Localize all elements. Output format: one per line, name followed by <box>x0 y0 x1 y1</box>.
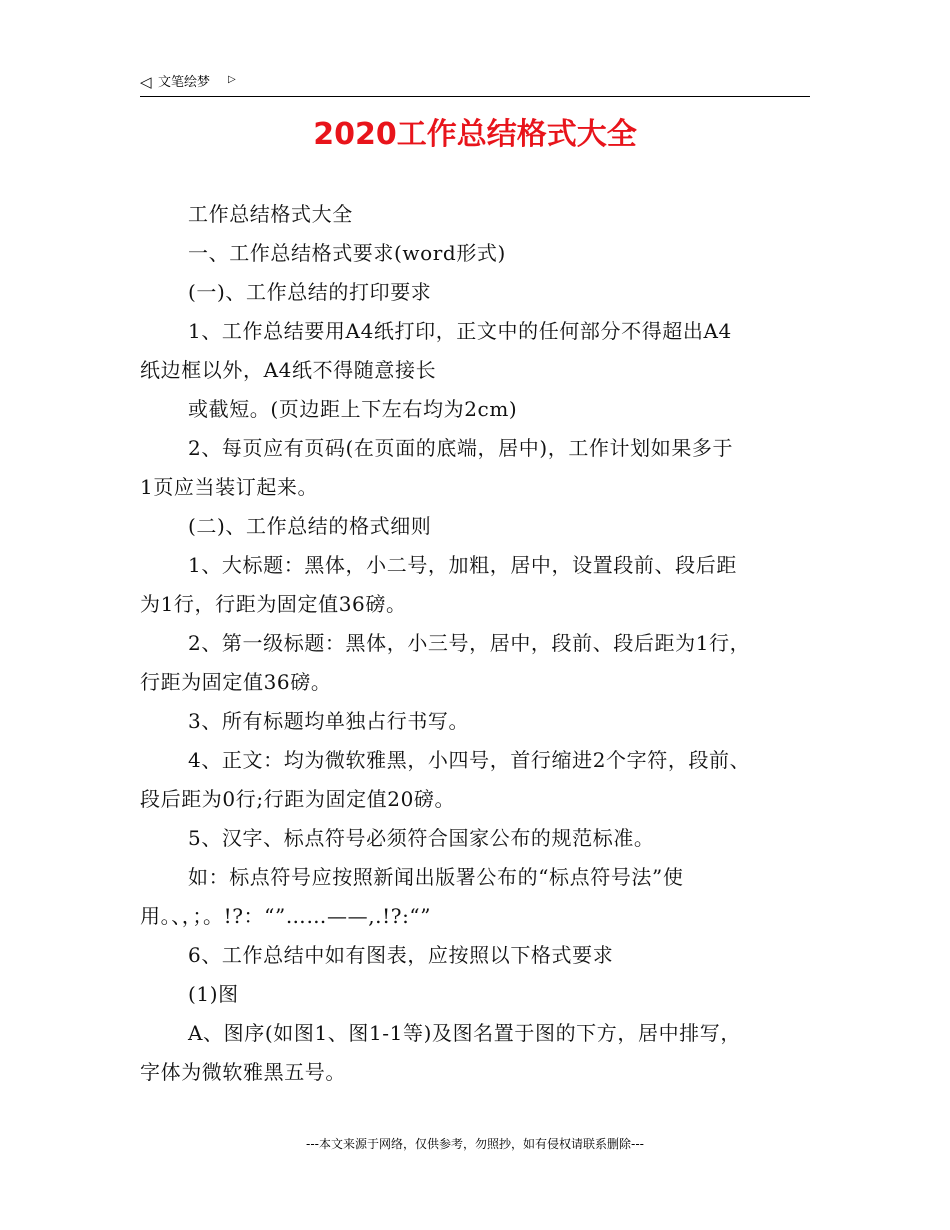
page-footer: ---本文来源于网络，仅供参考，勿照抄，如有侵权请联系删除--- <box>306 1137 644 1151</box>
body-line: 纸边框以外，A4纸不得随意接长 <box>140 358 437 382</box>
body-line: 5、汉字、标点符号必须符合国家公布的规范标准。 <box>188 826 655 850</box>
body-line: 用。、，；。!?：“”……——,.!?:“” <box>140 904 432 928</box>
body-line: 1页应当装订起来。 <box>140 475 319 499</box>
body-line: 2、每页应有页码(在页面的底端，居中)，工作计划如果多于 <box>188 436 734 460</box>
header-brand: 文笔绘梦 <box>158 75 211 90</box>
body-line: 工作总结格式大全 <box>188 202 353 226</box>
body-line: 如：标点符号应按照新闻出版署公布的“标点符号法”使 <box>188 865 684 889</box>
body-line: 段后距为0行;行距为固定值20磅。 <box>140 787 456 811</box>
body-line: 为1行，行距为固定值36磅。 <box>140 592 407 616</box>
body-line: 2、第一级标题：黑体，小三号，居中，段前、段后距为1行， <box>188 631 751 655</box>
body-line: 1、大标题：黑体，小二号，加粗，居中，设置段前、段后距 <box>188 553 737 577</box>
body-line: 4、正文：均为微软雅黑，小四号，首行缩进2个字符，段前、 <box>188 748 751 772</box>
page-header <box>140 72 810 97</box>
body-line: 1、工作总结要用A4纸打印，正文中的任何部分不得超出A4 <box>188 319 732 343</box>
body-line: 一、工作总结格式要求(word形式) <box>188 241 506 265</box>
document-title: 2020工作总结格式大全 <box>313 117 637 152</box>
body-line: (一)、工作总结的打印要求 <box>188 280 432 304</box>
body-line: (1)图 <box>188 982 239 1006</box>
body-line: 6、工作总结中如有图表，应按照以下格式要求 <box>188 943 614 967</box>
body-line: 行距为固定值36磅。 <box>140 670 332 694</box>
body-line: 或截短。(页边距上下左右均为2cm) <box>188 397 518 421</box>
right-arrow-icon: ▷ <box>228 74 236 85</box>
body-line: (二)、工作总结的格式细则 <box>188 514 432 538</box>
left-arrow-icon: ◁ <box>140 73 152 91</box>
body-line: 3、所有标题均单独占行书写。 <box>188 709 470 733</box>
document-body <box>140 195 810 1092</box>
body-line: A、图序(如图1、图1-1等)及图名置于图的下方，居中排写， <box>188 1021 741 1045</box>
body-line: 字体为微软雅黑五号。 <box>140 1060 346 1084</box>
